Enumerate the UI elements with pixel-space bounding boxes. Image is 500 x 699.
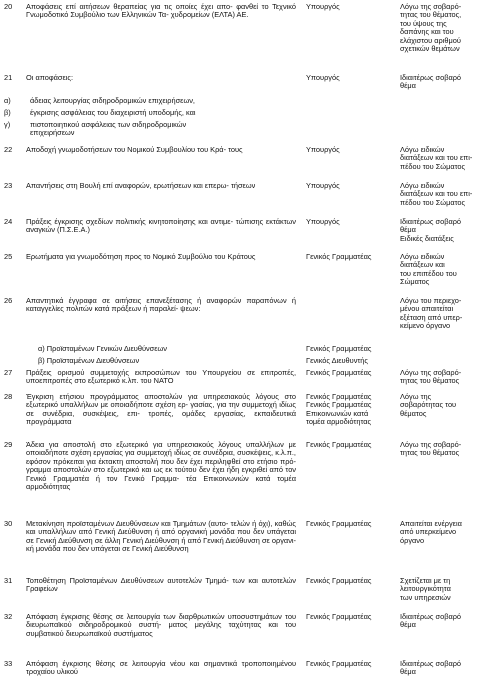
row-description: Ερωτήματα για γνωμοδότηση προς το Νομικό Συμβούλιο του Κράτους (26, 252, 256, 261)
row-authority: Γενικός Γραμματέας (306, 368, 372, 377)
row-authority: Γενικός Γραμματέας (306, 576, 372, 585)
row-description: Απόφαση έγκρισης θέσης σε λειτουργία των διαρθρωτικών υποσυστημάτων του διευρωπαϊκού σιδηροδρομικού συστή- ματος μεγάλης ταχύτητας και του συμβατικού διευρωπαϊκού συστήματος (26, 612, 296, 638)
row-reason: Ιδιαιτέρως σοβαρό θέμα (400, 73, 462, 91)
row-reason: Λόγω ειδικών διατάξεων και του επι- πέδου του Σώματος (400, 181, 473, 207)
row-number: 28 (4, 392, 13, 401)
row-reason: Λόγω της σοβαρότητας του θέματος (400, 392, 457, 418)
row-number: 32 (4, 612, 13, 621)
row-description: Απαντήσεις στη Βουλή επί αναφορών, ερωτήσεων και επερω- τήσεων (26, 181, 256, 190)
row-number: 31 (4, 576, 13, 585)
row-authority: Υπουργός (306, 145, 340, 154)
row-reason: Ιδιαιτέρως σοβαρό θέμα (400, 612, 462, 630)
row-description: Μετακίνηση προϊσταμένων Διευθύνσεων και Τμημάτων (αυτο- τελών ή όχι), καθώς και υπαλλήλων από Γενική Διεύθυνση ή από οργανική μονάδα που δεν υπάγεται σε Γενική Διεύθυνση σε άλλη Γενική Διεύθυνση ή από Γενική Διεύθυνση σε οργανι- κή μονάδα που δεν υπάγεται σε Γενική Διεύθυνση (26, 519, 296, 554)
row-reason: Λόγω ειδικών διατάξεων και του επι- πέδου του Σώματος (400, 145, 473, 171)
row-number: 27 (4, 368, 13, 377)
row-reason: Ιδιαιτέρως σοβαρό θέμα Ειδικές διατάξεις (400, 217, 462, 243)
row-description: Απαντητικά έγγραφα σε αιτήσεις επανεξέτασης ή αναφορών παραπόνων ή καταγγελίες πολιτών κατά πράξεων ή παραλεί- ψεων: (26, 296, 296, 314)
row-reason: Λόγω ειδικών διατάξεων και του επιπέδου του Σώματος (400, 252, 457, 287)
row-number: 22 (4, 145, 13, 154)
row-description: Πράξεις έγκρισης σχεδίων πολιτικής κινητοποίησης και αντιμε- τώπισης εκτάκτων αναγκών (Π.Σ.Ε.Α.) (26, 217, 296, 235)
row-authority: Γενικός Γραμματέας (306, 519, 372, 528)
row-description: Αποδοχή γνωμοδοτήσεων του Νομικού Συμβουλίου του Κρά- τους (26, 145, 243, 154)
row-number: 26 (4, 296, 13, 305)
row-authority: Γενικός Γραμματέας Γενικός Γραμματέας Επικοινωνιών κατά τομέα αρμοδιότητας (306, 392, 372, 427)
row-number: 33 (4, 659, 13, 668)
row-reason: Σχετίζεται με τη λειτουργικότητα των υπηρεσιών (400, 576, 451, 602)
row-reason: Λόγω της σοβαρό- τητας του θέματος (400, 440, 462, 458)
row-number: 30 (4, 519, 13, 528)
row-description: Πράξεις ορισμού συμμετοχής εκπροσώπων του Υπουργείου σε επιτροπές, υποεπιτροπές στο εξωτερικό κ.λπ. του ΝΑΤΟ (26, 368, 296, 386)
row-authority: Γενικός Διευθυντής (306, 356, 368, 365)
row-authority: Γενικός Γραμματέας (306, 612, 372, 621)
row-description: Οι αποφάσεις: (26, 73, 73, 82)
row-authority: Γενικός Γραμματέας (306, 344, 372, 353)
row-reason: Ιδιαιτέρως σοβαρό θέμα (400, 659, 462, 677)
row-authority: Γενικός Γραμματέας (306, 252, 372, 261)
row-description: Έγκριση ετήσιου προγράμματος αποστολών για υπηρεσιακούς λόγους στο εξωτερικό υπαλλήλων με οποιαδήποτε σχέση ερ- γασίας, για την συμμετοχή ιδίως σε συνέδρια, συσκέψεις, επι- τροπές, ομάδες εργασίας, εκπαιδευτικά προγράμματα (26, 392, 296, 427)
row-description: Τοποθέτηση Προϊσταμένων Διευθύνσεων αυτοτελών Τμημά- των και αυτοτελών Γραφείων (26, 576, 296, 594)
row-reason: Απαιτείται ενέργεια από υπερκείμενο όργανο (400, 519, 462, 545)
row-number: 20 (4, 2, 13, 11)
row-number: 21 (4, 73, 13, 82)
row-authority: Γενικός Γραμματέας (306, 440, 372, 449)
row-description: Άδεια για αποστολή στο εξωτερικό για υπηρεσιακούς λόγους υπαλλήλων με οποιαδήποτε σχέση εργασίας για συμμετοχή ιδίως σε συνέδρια, συσκέψεις, κ.λ.π., εφόσον πρόκειται για έκτακτη αποστολή που δεν έχει περιληφθεί στο ετήσιο πρό- γραμμα αποστολών στο εξωτερικό και ως εκ τούτου δεν έχει ήδη εγκριθεί από τον Γενικό Γραμματέα ή τον Γενικό Γραμμα- τέα Επικοινωνιών κατά τομέα αρμοδιότητας (26, 440, 296, 492)
row-number: 25 (4, 252, 13, 261)
row-description: Απόφαση έγκρισης θέσης σε λειτουργία νέου και σημαντικά τροποποιημένου τροχαίου υλικού (26, 659, 296, 677)
row-authority: Υπουργός (306, 2, 340, 11)
document-page: 20 Αποφάσεις επί αιτήσεων θεραπείας για τις οποίες έχει απο- φανθεί το Τεχνικό Γνωμοδοτικό Συμβούλιο των Ελληνικών Τα- χυδρομείων (ΕΛΤΑ) ΑΕ. Υπουργός Λόγω της σοβαρό- τητας του θέματος, του ύψους της δαπάνης και του ελάχιστου αριθμού σχετικών θεμάτων 21 Οι αποφάσεις: Υπουργός Ιδιαιτέρως σοβαρό θέμα α) άδειας λειτουργίας σιδηροδρομικών επιχειρήσεων, β) έγκρισης ασφάλειας του διαχειριστή υποδομής, και γ) πιστοποιητικού ασφάλειας των σιδηροδρομικών επιχειρήσεων 22 Αποδοχή γνωμοδοτήσεων του Νομικού Συμβουλίου του Κρά- τους Υπουργός Λόγω ειδικών διατάξεων και του επι- πέδου του Σώματος 23 Απαντήσεις στη Βουλή επί αναφορών, ερωτήσεων και επερω- τήσεων Υπουργός Λόγω ειδικών διατάξεων και του επι- πέδου του Σώματος 24 Πράξεις έγκρισης σχεδίων πολιτικής κινητοποίησης και αντιμε- τώπισης εκτάκτων αναγκών (Π.Σ.Ε.Α.) Υπουργός Ιδιαιτέρως σοβαρό θέμα Ειδικές διατάξεις 25 Ερωτήματα για γνωμοδότηση προς το Νομικό Συμβούλιο του Κράτους Γενικός Γραμματέας Λόγω ειδικών διατάξεων και του επιπέδου του Σώματος 26 Απαντητικά έγγραφα σε αιτήσεις επανεξέτασης ή αναφορών παραπόνων ή καταγγελίες πολιτών κατά πράξεων ή παραλεί- ψεων: Λόγω του περιεχο- μένου απαιτείται εξέταση από υπερ- κείμενο όργανο α) Προϊσταμένων Γενικών Διευθύνσεων Γενικός Γραμματέας β) Προϊσταμένων Διευθύνσεων Γενικός Διευθυντής 27 Πράξεις ορισμού συμμετοχής εκπροσώπων του Υπουργείου σε επιτροπές, υποεπιτροπές στο εξωτερικό κ.λπ. του ΝΑΤΟ Γενικός Γραμματέας Λόγω της σοβαρό- τητας του θέματος 28 Έγκριση ετήσιου προγράμματος αποστολών για υπηρεσιακούς λόγους στο εξωτερικό υπαλλήλων με οποιαδήποτε σχέση ερ- γασίας, για την συμμετοχή ιδίως σε συνέδρια, συσκέψεις, επι- τροπές, ομάδες εργασίας, εκπαιδευτικά προγράμματα Γενικός Γραμματέας Γενικός Γραμματέας Επικοινωνιών κατά τομέα αρμοδιότητας Λόγω της σοβαρότητας του θέματος 29 Άδεια για αποστολή στο εξωτερικό για υπηρεσιακούς λόγους υπαλλήλων με οποιαδήποτε σχέση εργασίας για συμμετοχή ιδίως σε συνέδρια, συσκέψεις, κ.λ.π., εφόσον πρόκειται για έκτακτη αποστολή που δεν έχει περιληφθεί στο ετήσιο πρό- γραμμα αποστολών στο εξωτερικό και ως εκ τούτου δεν έχει ήδη εγκριθεί από τον Γενικό Γραμματέα ή τον Γενικό Γραμμα- τέα Επικοινωνιών κατά τομέα αρμοδιότητας Γενικός Γραμματέας Λόγω της σοβαρό- τητας του θέματος 30 Μετακίνηση προϊσταμένων Διευθύνσεων και Τμημάτων (αυτο- τελών ή όχι), καθώς και υπαλλήλων από Γενική Διεύθυνση ή από οργανική μονάδα που δεν υπάγεται σε Γενική Διεύθυνση σε άλλη Γενική Διεύθυνση ή από Γενική Διεύθυνση σε οργανι- κή μονάδα που δεν υπάγεται σε Γενική Διεύθυνση Γενικός Γραμματέας Απαιτείται ενέργεια από υπερκείμενο όργανο 31 Τοποθέτηση Προϊσταμένων Διευθύνσεων αυτοτελών Τμημά- των και αυτοτελών Γραφείων Γενικός Γραμματέας Σχετίζεται με τη λειτουργικότητα των υπηρεσιών 32 Απόφαση έγκρισης θέσης σε λειτουργία των διαρθρωτικών υποσυστημάτων του διευρωπαϊκού σιδηροδρομικού συστή- ματος μεγάλης ταχύτητας και του συμβατικού διευρωπαϊκού συστήματος Γενικός Γραμματέας Ιδιαιτέρως σοβαρό θέμα 33 Απόφαση έγκρισης θέσης σε λειτουργία νέου και σημαντικά τροποποιημένου τροχαίου υλικού Γενικός Γραμματέας Ιδιαιτέρως σοβαρό θέμα (0, 0, 500, 699)
row-reason: Λόγω της σοβαρό- τητας του θέματος, του ύψους της δαπάνης και του ελάχιστου αριθμού σχετικών θεμάτων (400, 2, 462, 54)
row-authority: Γενικός Γραμματέας (306, 659, 372, 668)
row-number: 29 (4, 440, 13, 449)
row-reason: Λόγω του περιεχο- μένου απαιτείται εξέταση από υπερ- κείμενο όργανο (400, 296, 463, 331)
row-number: 24 (4, 217, 13, 226)
row-reason: Λόγω της σοβαρό- τητας του θέματος (400, 368, 462, 386)
row-authority: Υπουργός (306, 73, 340, 82)
row-authority: Υπουργός (306, 181, 340, 190)
row-description: Αποφάσεις επί αιτήσεων θεραπείας για τις οποίες έχει απο- φανθεί το Τεχνικό Γνωμοδοτικό Συμβούλιο των Ελληνικών Τα- χυδρομείων (ΕΛΤΑ) ΑΕ. (26, 2, 296, 20)
row-number: 23 (4, 181, 13, 190)
row-authority: Υπουργός (306, 217, 340, 226)
